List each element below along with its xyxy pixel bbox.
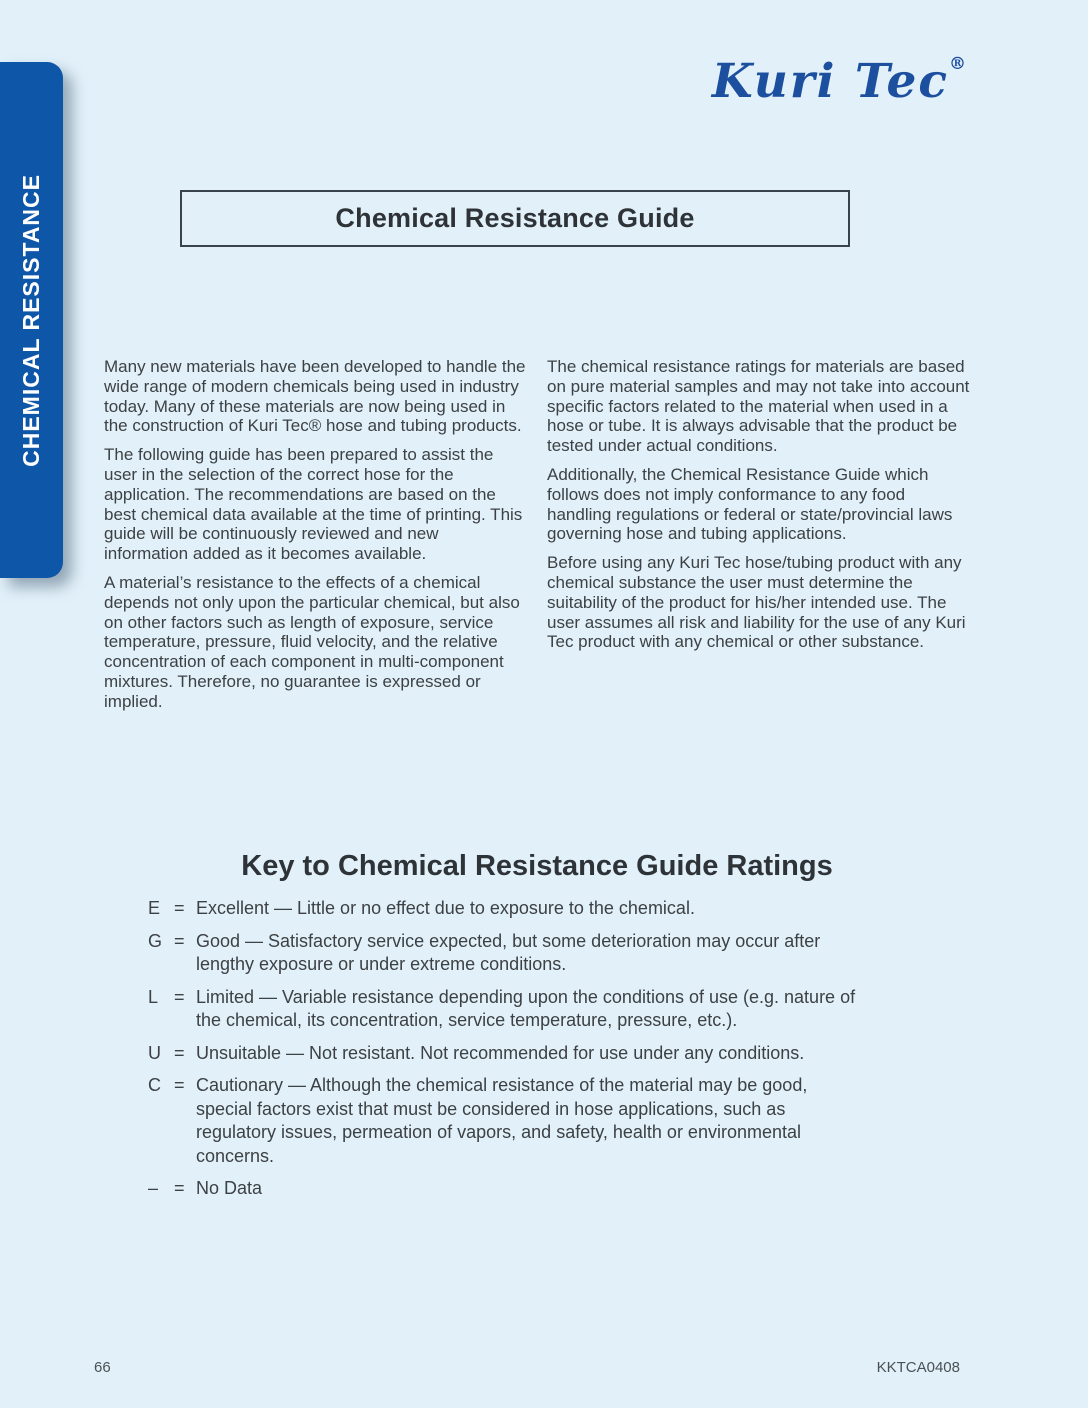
intro-paragraph: Before using any Kuri Tec hose/tubing product with any chemical substance the user must determine the suitability of the product for his/her intended use. The user assumes all risk and liability for the use of any Kuri Tec product with any chemical or other substance. <box>547 553 966 652</box>
rating-description: No Data <box>196 1178 263 1198</box>
registered-trademark-symbol: ® <box>949 54 966 74</box>
rating-symbol: G <box>148 930 163 951</box>
intro-paragraph: The chemical resistance ratings for materials are based on pure material samples and may not take into account specific factors related to the material when used in a hose or tube. It is always advisable that the product be tested under actual conditions. <box>547 357 970 456</box>
rating-row-cautionary <box>148 1074 978 1168</box>
rating-description: Limited — Variable resistance depending upon the conditions of use (e.g. nature of the chemical, its concentration, service temperature, pressure, etc.). <box>196 986 856 1030</box>
rating-row-limited <box>148 986 978 1033</box>
rating-row-no-data <box>148 1177 978 1201</box>
chemical-resistance-side-tab <box>0 62 63 578</box>
page-number: 66 <box>94 1359 111 1376</box>
ratings-key-list <box>148 897 978 1210</box>
document-code: KKTCA0408 <box>876 1359 960 1376</box>
kuri-tec-logo <box>712 54 966 109</box>
intro-paragraph: Additionally, the Chemical Resistance Guide which follows does not imply conformance to any food handling regulations or federal or state/provincial laws governing hose and tubing applications. <box>547 464 953 544</box>
rating-symbol: L <box>148 986 159 1007</box>
intro-left-column <box>104 357 527 721</box>
rating-description: Cautionary — Although the chemical resistance of the material may be good, special factors exist that must be considered in hose applications, such as regulatory issues, permeation of vapors, and safety, health or environmental concerns. <box>196 1075 808 1166</box>
rating-symbol: U <box>148 1042 161 1063</box>
equals-sign: = <box>174 1178 185 1198</box>
rating-symbol: – <box>148 1178 159 1198</box>
rating-symbol: C <box>148 1075 161 1095</box>
intro-right-column <box>547 357 970 721</box>
intro-columns <box>104 357 970 721</box>
rating-row-good <box>148 930 978 977</box>
key-ratings-heading: Key to Chemical Resistance Guide Ratings <box>241 850 833 882</box>
side-tab-label: CHEMICAL RESISTANCE <box>18 173 44 467</box>
logo-text: Kuri Tec <box>711 54 949 109</box>
page-title: Chemical Resistance Guide <box>335 203 695 233</box>
equals-sign: = <box>174 1075 185 1095</box>
page-title-box <box>180 190 850 247</box>
equals-sign: = <box>174 930 185 951</box>
rating-description: Excellent — Little or no effect due to exposure to the chemical. <box>196 898 695 918</box>
equals-sign: = <box>174 986 185 1007</box>
rating-symbol: E <box>148 898 161 918</box>
rating-row-unsuitable <box>148 1042 978 1066</box>
rating-description: Unsuitable — Not resistant. Not recommended for use under any conditions. <box>196 1042 805 1063</box>
intro-paragraph: The following guide has been prepared to assist the user in the selection of the correct hose for the application. The recommendations are based on the best chemical data available at the time of printing. This guide will be continuously reviewed and new information added as it becomes available. <box>104 445 523 564</box>
rating-row-excellent <box>148 897 978 921</box>
intro-paragraph: A material’s resistance to the effects of a chemical depends not only upon the particular chemical, but also on other factors such as length of exposure, service temperature, pressure, fluid velocity, and the relative concentration of each component in multi-component mixtures. Therefore, no guarantee is expressed or implied. <box>104 572 520 711</box>
equals-sign: = <box>174 1042 185 1063</box>
equals-sign: = <box>174 898 185 918</box>
intro-paragraph: Many new materials have been developed to handle the wide range of modern chemicals being used in industry today. Many of these materials are now being used in the construction of Kuri Tec® hose and tubing products. <box>104 357 526 436</box>
rating-description: Good — Satisfactory service expected, but some deterioration may occur after lengthy exposure or under extreme conditions. <box>196 930 821 974</box>
